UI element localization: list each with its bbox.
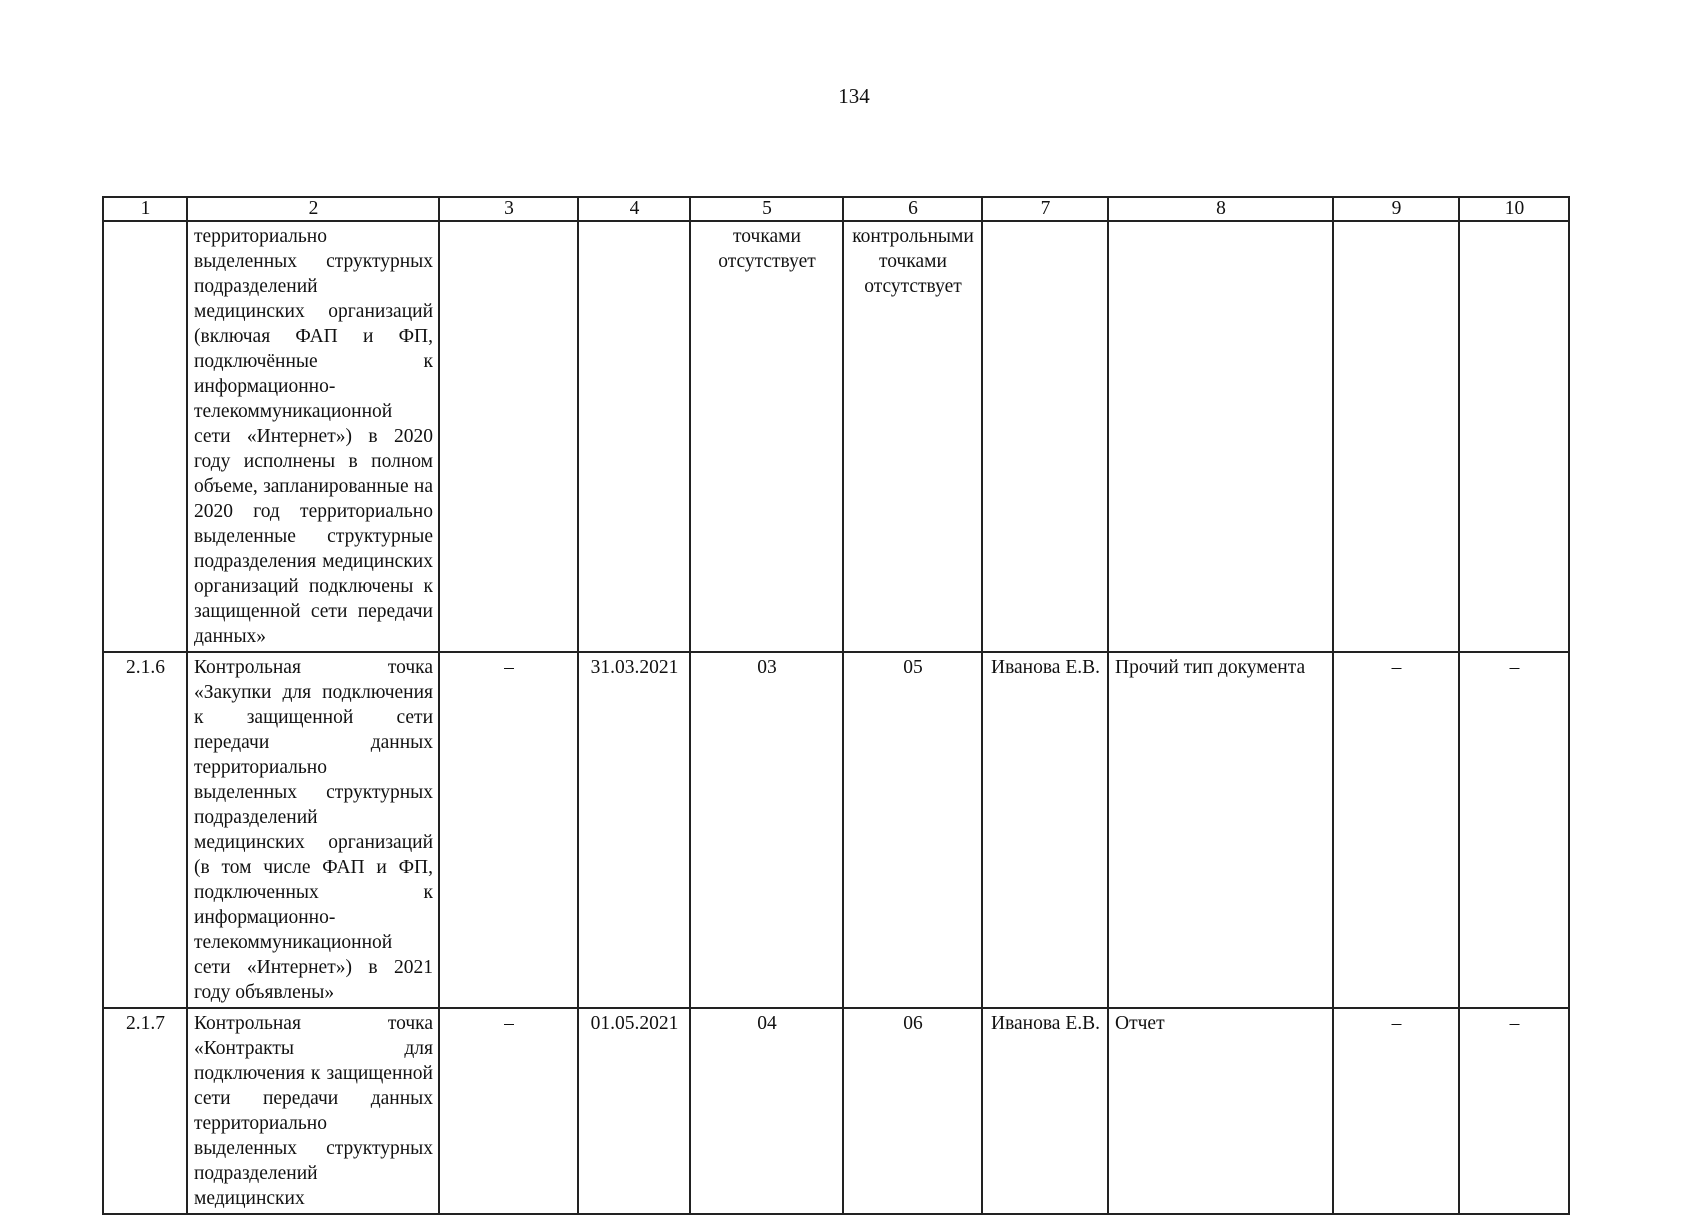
column-header-7: 7 xyxy=(982,197,1108,221)
cell-number: 2.1.7 xyxy=(103,1008,187,1214)
column-header-3: 3 xyxy=(439,197,578,221)
cell-date: 31.03.2021 xyxy=(578,652,690,1008)
column-header-4: 4 xyxy=(578,197,690,221)
cell-col-3 xyxy=(439,221,578,652)
cell-document-type: Прочий тип документа xyxy=(1108,652,1333,1008)
column-header-6: 6 xyxy=(843,197,982,221)
cell-col-9: – xyxy=(1333,1008,1459,1214)
column-header-5: 5 xyxy=(690,197,843,221)
cell-responsible: Иванова Е.В. xyxy=(982,1008,1108,1214)
cell-description: Контрольная точка «Закупки для подключения к защищенной сети передачи данных территориально выделенных структурных подразделений медицинских организаций (в том числе ФАП и ФП, подключенных к информационно-телекоммуникационной сети «Интернет») в 2021 году объявлены» xyxy=(187,652,439,1008)
cell-number: 2.1.6 xyxy=(103,652,187,1008)
cell-col-5: точками отсутствует xyxy=(690,221,843,652)
cell-document-type: Отчет xyxy=(1108,1008,1333,1214)
cell-col-6: 06 xyxy=(843,1008,982,1214)
table-row xyxy=(103,221,1569,652)
cell-col-5: 03 xyxy=(690,652,843,1008)
cell-col-3: – xyxy=(439,652,578,1008)
cell-responsible xyxy=(982,221,1108,652)
cell-col-3: – xyxy=(439,1008,578,1214)
cell-date: 01.05.2021 xyxy=(578,1008,690,1214)
table-header-row xyxy=(103,197,1569,221)
cell-col-6: контрольными точками отсутствует xyxy=(843,221,982,652)
column-header-8: 8 xyxy=(1108,197,1333,221)
column-header-2: 2 xyxy=(187,197,439,221)
cell-document-type xyxy=(1108,221,1333,652)
column-header-1: 1 xyxy=(103,197,187,221)
table-row xyxy=(103,652,1569,1008)
table-row xyxy=(103,1008,1569,1214)
cell-date xyxy=(578,221,690,652)
cell-col-5: 04 xyxy=(690,1008,843,1214)
cell-col-6: 05 xyxy=(843,652,982,1008)
cell-col-10 xyxy=(1459,221,1569,652)
cell-col-9 xyxy=(1333,221,1459,652)
cell-col-10: – xyxy=(1459,1008,1569,1214)
cell-col-9: – xyxy=(1333,652,1459,1008)
column-header-10: 10 xyxy=(1459,197,1569,221)
cell-col-10: – xyxy=(1459,652,1569,1008)
cell-description: Контрольная точка «Контракты для подключения к защищенной сети передачи данных территориально выделенных структурных подразделений медицинских xyxy=(187,1008,439,1214)
plan-table xyxy=(102,196,1570,1215)
cell-number xyxy=(103,221,187,652)
page-number: 134 xyxy=(838,84,870,108)
cell-description: территориально выделенных структурных подразделений медицинских организаций (включая ФАП и ФП, подключённые к информационно-телекоммуникационной сети «Интернет») в 2020 году исполнены в полном объеме, запланированные на 2020 год территориально выделенные структурные подразделения медицинских организаций подключены к защищенной сети передачи данных» xyxy=(187,221,439,652)
column-header-9: 9 xyxy=(1333,197,1459,221)
cell-responsible: Иванова Е.В. xyxy=(982,652,1108,1008)
